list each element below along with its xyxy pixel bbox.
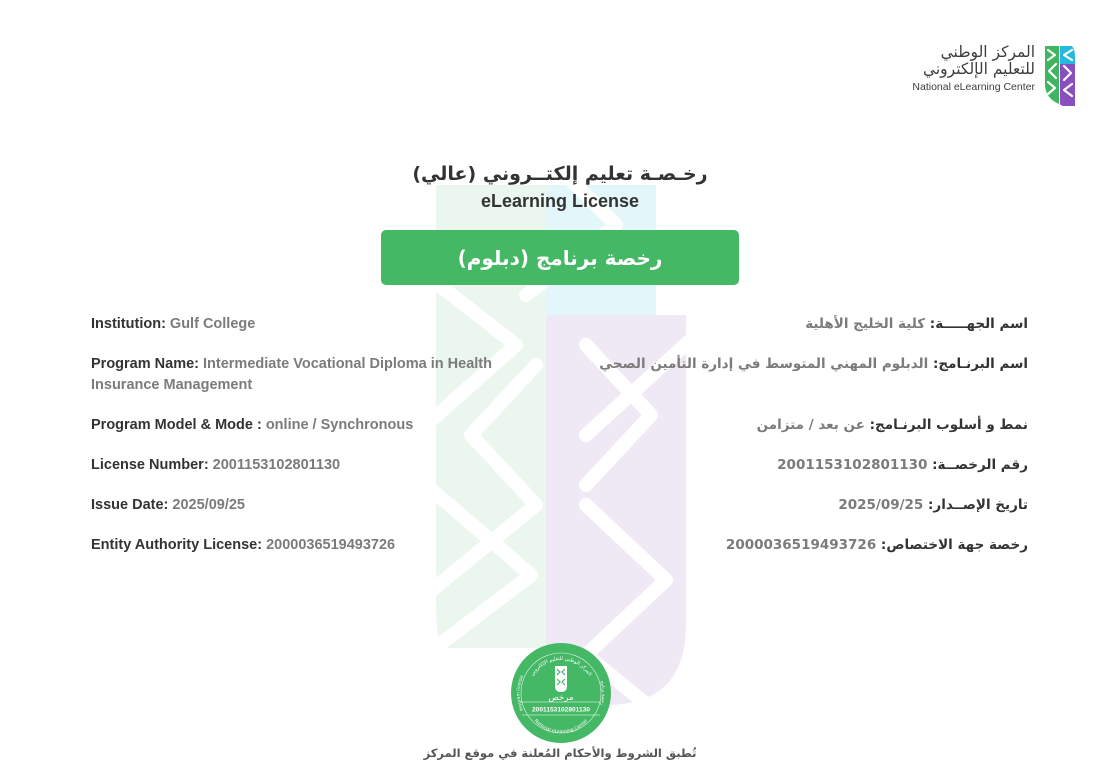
field-value: كلية الخليج الأهلية [805,316,926,332]
license-title-english: eLearning License [480,191,640,211]
license-seal [510,642,612,744]
field-label: اسم البرنـامج: [928,356,1028,372]
field-program-mode-ar [568,415,1028,436]
license-title-arabic: رخـصـة تعليم إلكتــروني (عالي) [412,163,708,185]
field-value: 2001153102801130 [212,457,341,473]
nelc-shield-icon [1045,46,1075,106]
license-type-label: رخصة برنامج (دبلوم) [457,245,663,270]
field-value: عن بعد / متزامن [756,417,865,433]
seal-left-arc: Program license [516,674,526,712]
field-entity-license-ar [568,535,1028,556]
field-institution-ar [568,314,1028,335]
logo-english: National eLearning Center [912,81,1035,93]
field-label: رخصة جهة الاختصاص: [876,537,1028,553]
field-entity-license-en [91,535,521,556]
seal-shield-icon [555,666,567,692]
field-institution-en [91,314,521,335]
field-label: اسم الجهـــــة: [925,316,1028,332]
field-value: 2025/09/25 [172,497,245,513]
field-label: Institution: [91,316,170,332]
field-label: Issue Date: [91,497,173,513]
field-label: Program Name: [91,356,204,372]
field-value: 2000036519493726 [725,537,877,553]
seal-bottom-arc: National eLearning Center [532,718,590,736]
field-value: 2025/09/25 [838,497,924,513]
logo-text [912,44,1035,93]
field-value: online / Synchronous [265,417,414,433]
seal-number: 2001153102801130 [532,706,590,714]
field-license-number-en [91,455,521,476]
field-issue-date-ar [568,495,1028,516]
license-type-banner [381,230,739,285]
field-issue-date-en [91,495,521,516]
seal-center-label: مرخص [548,693,574,703]
terms-footer: تُطبق الشروط والأحكام المُعلنة في موقع المركز [423,746,697,760]
logo-arabic-line1: المركز الوطني [940,43,1035,61]
field-program-mode-en [91,415,521,436]
field-label: نمط و أسلوب البرنـامج: [864,417,1028,433]
field-value: 2001153102801130 [777,457,928,473]
field-label: License Number: [91,457,213,473]
field-label: Entity Authority License: [91,537,267,553]
seal-right-arc: رخصة برنامج [598,680,606,706]
seal-top-arc: المركز الوطني للتعليم الإلكتروني [529,655,593,678]
field-license-number-ar [568,455,1028,476]
field-label: Program Model & Mode : [91,417,266,433]
field-program-name-en [91,354,521,396]
nelc-logo [914,44,1079,108]
field-label: تاريخ الإصــدار: [923,497,1028,513]
field-value: 2000036519493726 [266,537,396,553]
logo-arabic-line2: للتعليم الإلكتروني [922,60,1035,78]
field-value: Intermediate Vocational Diploma in Health Insurance Management [91,356,492,393]
field-program-name-ar [568,354,1028,375]
field-value: الدبلوم المهني المتوسط في إدارة التأمين الصحي [599,356,929,372]
field-label: رقم الرخصــة: [927,457,1028,473]
field-value: Gulf College [169,316,256,332]
